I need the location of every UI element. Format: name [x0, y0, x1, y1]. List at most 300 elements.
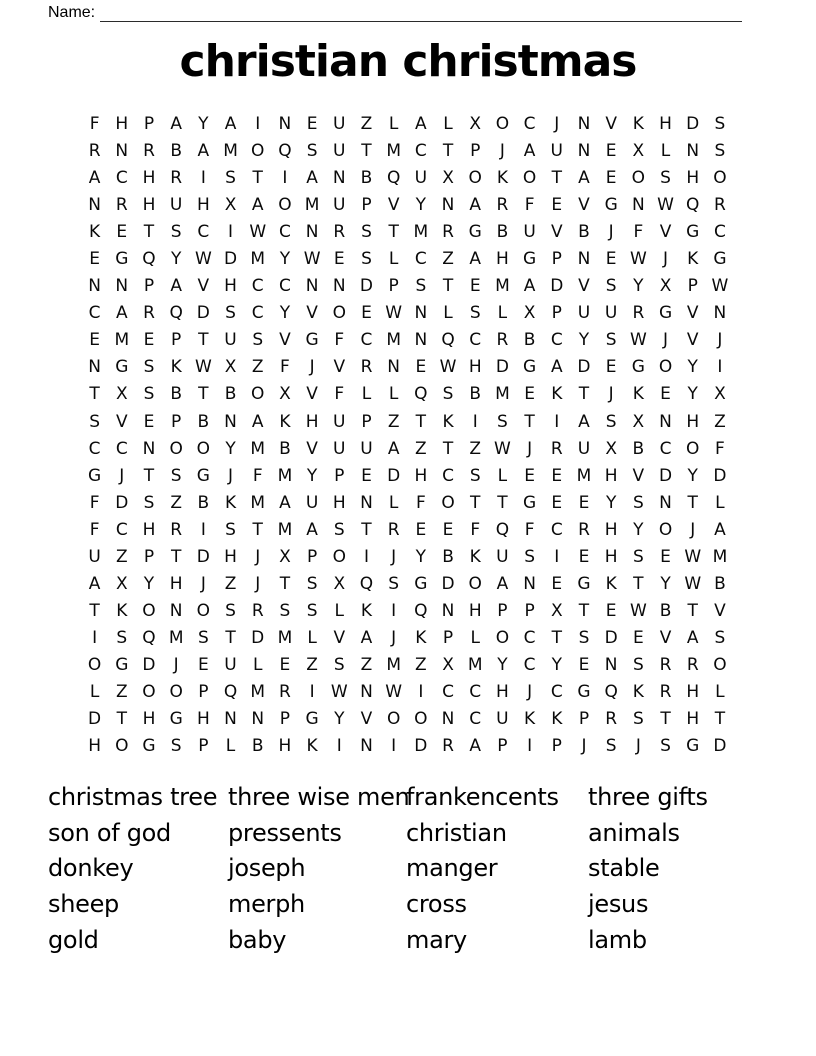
grid-cell: G	[115, 357, 129, 378]
grid-cell: H	[142, 195, 156, 216]
grid-cell: H	[142, 709, 156, 730]
grid-cell: T	[361, 519, 372, 540]
grid-cell: C	[88, 438, 101, 459]
grid-cell: B	[279, 438, 291, 459]
grid-cell: L	[660, 141, 671, 162]
grid-cell: J	[554, 114, 560, 134]
grid-cell: H	[115, 114, 129, 134]
grid-cell: D	[713, 736, 727, 757]
grid-cell: H	[686, 411, 700, 432]
grid-cell: M	[467, 654, 483, 675]
grid-cell: A	[415, 114, 427, 134]
grid-cell: G	[577, 681, 591, 702]
grid-cell: A	[387, 438, 400, 459]
grid-cell: A	[197, 141, 210, 162]
grid-cell: O	[251, 384, 265, 405]
grid-cell: S	[333, 519, 345, 540]
grid-cell: E	[578, 492, 590, 513]
grid-cell: X	[523, 303, 536, 324]
grid-cell: N	[713, 303, 727, 324]
grid-cell: G	[523, 357, 537, 378]
grid-cell: Y	[551, 654, 562, 675]
grid-cell: G	[713, 249, 727, 270]
grid-cell: G	[414, 573, 428, 594]
grid-cell: H	[604, 546, 618, 567]
grid-cell: Z	[115, 546, 128, 567]
grid-cell: E	[524, 465, 535, 486]
grid-cell: C	[278, 222, 291, 243]
grid-cell: I	[554, 546, 560, 567]
grid-cell: P	[143, 276, 155, 297]
grid-cell: M	[277, 627, 293, 648]
grid-cell: S	[415, 276, 427, 297]
grid-cell: K	[442, 411, 454, 432]
grid-cell: V	[578, 276, 590, 297]
grid-cell: N	[115, 276, 129, 297]
grid-cell: A	[714, 519, 726, 540]
grid-cell: R	[170, 519, 183, 540]
grid-cell: I	[228, 222, 234, 243]
grid-cell: S	[306, 600, 318, 621]
puzzle-title: christian christmas	[179, 36, 637, 87]
grid-cell: X	[333, 573, 346, 594]
grid-cell: V	[333, 357, 346, 378]
grid-cell: P	[524, 600, 535, 621]
grid-cell: O	[713, 654, 727, 675]
grid-cell: C	[360, 330, 373, 351]
grid-cell: V	[714, 600, 726, 621]
grid-cell: Z	[714, 411, 726, 432]
grid-cell: C	[115, 438, 128, 459]
grid-cell: V	[333, 627, 346, 648]
grid-cell: K	[170, 357, 182, 378]
grid-cell: O	[631, 168, 646, 189]
grid-cell: R	[578, 519, 590, 540]
grid-cell: M	[250, 681, 266, 702]
grid-cell: G	[468, 222, 482, 243]
grid-cell: Y	[687, 384, 698, 405]
grid-cell: E	[605, 141, 617, 162]
grid-cell: I	[554, 411, 560, 432]
grid-cell: J	[228, 465, 234, 486]
grid-cell: Z	[360, 654, 373, 675]
grid-cell: F	[280, 357, 290, 378]
grid-cell: I	[717, 357, 723, 378]
grid-cell: R	[360, 357, 373, 378]
grid-cell: V	[197, 276, 210, 297]
grid-cell: N	[88, 357, 101, 378]
grid-cell: V	[632, 465, 645, 486]
grid-cell: Q	[386, 168, 401, 189]
grid-cell: A	[360, 627, 373, 648]
word-item: mary	[406, 925, 467, 954]
grid-cell: O	[468, 573, 482, 594]
word-item: stable	[588, 854, 660, 883]
grid-cell: C	[469, 330, 482, 351]
name-blank-line	[100, 6, 742, 22]
grid-cell: S	[170, 222, 182, 243]
grid-cell: L	[89, 681, 100, 702]
grid-cell: W	[711, 276, 729, 297]
grid-cell: H	[88, 736, 101, 757]
grid-cell: L	[443, 114, 453, 134]
grid-cell: S	[714, 141, 726, 162]
grid-cell: M	[250, 492, 266, 513]
name-label: Name:	[48, 4, 96, 21]
grid-cell: O	[169, 681, 183, 702]
grid-cell: U	[550, 141, 563, 162]
word-item: donkey	[48, 854, 134, 883]
word-item: baby	[228, 925, 287, 954]
word-column	[588, 780, 748, 959]
grid-cell: V	[115, 411, 128, 432]
grid-cell: E	[551, 465, 563, 486]
grid-cell: K	[306, 736, 318, 757]
grid-cell: Z	[306, 654, 318, 675]
grid-cell: Y	[687, 465, 698, 486]
grid-cell: X	[224, 357, 237, 378]
grid-cell: L	[715, 492, 725, 513]
grid-cell: P	[497, 600, 508, 621]
grid-cell: S	[714, 627, 726, 648]
grid-cell: W	[385, 303, 403, 324]
grid-cell: N	[523, 573, 536, 594]
grid-cell: U	[333, 195, 346, 216]
grid-cell: N	[169, 600, 183, 621]
grid-cell: Q	[604, 681, 618, 702]
grid-cell: T	[252, 168, 263, 189]
grid-cell: L	[388, 384, 399, 405]
grid-cell: B	[469, 384, 482, 405]
grid-cell: U	[224, 330, 237, 351]
grid-cell: R	[251, 600, 264, 621]
grid-cell: L	[252, 654, 263, 675]
grid-cell: J	[391, 546, 397, 567]
grid-cell: S	[578, 627, 590, 648]
grid-cell: J	[499, 141, 505, 162]
grid-cell: W	[303, 249, 321, 270]
grid-cell: N	[441, 600, 455, 621]
grid-cell: D	[196, 546, 210, 567]
grid-cell: I	[255, 114, 261, 134]
grid-cell: M	[413, 222, 429, 243]
word-item: manger	[406, 854, 498, 883]
grid-cell: B	[224, 384, 237, 405]
grid-cell: F	[470, 519, 481, 540]
grid-cell: K	[605, 573, 617, 594]
grid-cell: A	[469, 249, 482, 270]
grid-cell: N	[224, 709, 237, 730]
grid-cell: V	[279, 330, 291, 351]
grid-cell: T	[279, 573, 291, 594]
grid-cell: N	[659, 411, 672, 432]
grid-cell: E	[306, 114, 318, 134]
grid-cell: S	[605, 411, 617, 432]
grid-cell: V	[605, 114, 617, 134]
grid-cell: R	[333, 222, 346, 243]
grid-cell: Y	[633, 519, 644, 540]
grid-cell: W	[494, 438, 511, 459]
grid-cell: E	[660, 384, 671, 405]
grid-cell: Q	[223, 681, 238, 702]
grid-cell: Z	[469, 438, 482, 459]
grid-cell: T	[143, 465, 155, 486]
grid-cell: E	[605, 600, 617, 621]
grid-cell: R	[387, 519, 400, 540]
grid-cell: U	[88, 546, 101, 567]
grid-cell: N	[631, 195, 645, 216]
grid-cell: D	[359, 276, 374, 297]
grid-cell: S	[632, 709, 644, 730]
grid-cell: H	[224, 276, 237, 297]
grid-cell: S	[225, 303, 236, 324]
grid-cell: Y	[306, 465, 318, 486]
grid-cell: A	[115, 303, 128, 324]
grid-cell: I	[309, 681, 315, 702]
grid-cell: P	[442, 627, 454, 648]
grid-cell: D	[414, 736, 428, 757]
grid-cell: I	[472, 411, 478, 432]
grid-cell: P	[551, 249, 562, 270]
grid-cell: S	[225, 168, 236, 189]
grid-cell: G	[169, 709, 183, 730]
grid-cell: B	[170, 384, 182, 405]
grid-cell: H	[224, 546, 237, 567]
grid-cell: G	[305, 330, 319, 351]
grid-cell: W	[330, 681, 348, 702]
grid-cell: U	[604, 303, 618, 324]
grid-cell: C	[469, 709, 482, 730]
word-column	[48, 780, 228, 959]
grid-cell: E	[660, 546, 671, 567]
grid-cell: O	[713, 168, 727, 189]
grid-cell: M	[168, 627, 184, 648]
grid-cell: S	[361, 249, 372, 270]
grid-cell: W	[629, 249, 647, 270]
grid-cell: Y	[334, 709, 345, 730]
word-item: pressents	[228, 818, 342, 847]
grid-cell: Z	[387, 411, 400, 432]
grid-cell: J	[581, 736, 587, 757]
grid-cell: C	[278, 276, 291, 297]
grid-cell: S	[632, 654, 644, 675]
grid-cell: Q	[359, 573, 374, 594]
grid-cell: G	[577, 573, 591, 594]
grid-cell: L	[443, 303, 453, 324]
grid-cell: C	[115, 168, 128, 189]
grid-cell: R	[605, 709, 618, 730]
grid-cell: J	[608, 222, 614, 243]
grid-cell: K	[632, 114, 644, 134]
grid-cell: P	[198, 736, 209, 757]
grid-cell: O	[87, 654, 102, 675]
grid-cell: E	[605, 357, 617, 378]
grid-cell: N	[88, 195, 101, 216]
grid-cell: Q	[414, 600, 428, 621]
grid-cell: W	[439, 357, 457, 378]
grid-cell: F	[334, 330, 345, 351]
grid-cell: P	[578, 709, 590, 730]
grid-cell: M	[250, 249, 266, 270]
grid-cell: L	[497, 465, 508, 486]
grid-cell: M	[495, 276, 510, 297]
grid-cell: S	[497, 411, 508, 432]
grid-cell: C	[197, 222, 210, 243]
grid-cell: A	[306, 168, 318, 189]
grid-cell: E	[415, 357, 427, 378]
grid-cell: T	[578, 384, 590, 405]
grid-cell: U	[360, 438, 373, 459]
grid-cell: O	[196, 600, 211, 621]
grid-cell: H	[686, 681, 700, 702]
grid-cell: C	[469, 681, 482, 702]
grid-cell: K	[415, 627, 427, 648]
grid-cell: T	[687, 600, 698, 621]
grid-cell: C	[523, 654, 536, 675]
grid-cell: B	[197, 492, 210, 513]
grid-cell: O	[142, 600, 156, 621]
grid-cell: Z	[415, 654, 427, 675]
grid-cell: H	[686, 709, 700, 730]
grid-cell: V	[360, 709, 373, 730]
grid-cell: F	[334, 384, 345, 405]
grid-cell: J	[635, 736, 641, 757]
grid-cell: E	[578, 546, 590, 567]
grid-cell: C	[414, 141, 427, 162]
grid-cell: K	[632, 384, 644, 405]
grid-cell: I	[200, 519, 206, 540]
grid-cell: J	[391, 627, 397, 648]
grid-cell: N	[604, 654, 618, 675]
grid-cell: O	[115, 736, 129, 757]
grid-cell: V	[306, 438, 318, 459]
grid-cell: T	[170, 546, 182, 567]
grid-cell: K	[89, 222, 101, 243]
grid-cell: B	[578, 222, 590, 243]
grid-cell: D	[550, 276, 564, 297]
grid-cell: I	[92, 627, 98, 648]
grid-cell: T	[388, 222, 399, 243]
grid-cell: K	[551, 384, 563, 405]
grid-cell: P	[306, 546, 318, 567]
grid-cell: K	[224, 492, 237, 513]
grid-cell: N	[142, 438, 156, 459]
word-item: christmas tree	[48, 783, 218, 811]
grid-cell: B	[659, 600, 672, 621]
grid-cell: R	[88, 141, 101, 162]
grid-cell: E	[551, 573, 563, 594]
grid-cell: I	[527, 736, 533, 757]
grid-cell: N	[305, 222, 319, 243]
grid-cell: S	[116, 627, 128, 648]
grid-cell: K	[469, 546, 481, 567]
grid-cell: C	[251, 276, 264, 297]
grid-cell: H	[659, 114, 672, 134]
grid-cell: C	[414, 249, 427, 270]
grid-cell: D	[142, 654, 156, 675]
grid-cell: R	[279, 681, 291, 702]
grid-cell: X	[442, 654, 454, 675]
grid-cell: S	[197, 627, 209, 648]
grid-cell: Z	[251, 357, 264, 378]
grid-cell: E	[116, 222, 128, 243]
grid-cell: A	[469, 195, 482, 216]
grid-cell: E	[143, 330, 155, 351]
grid-cell: O	[278, 195, 292, 216]
grid-cell: E	[605, 168, 617, 189]
grid-cell: L	[307, 627, 317, 648]
grid-cell: H	[169, 573, 183, 594]
grid-cell: E	[469, 276, 481, 297]
grid-cell: D	[387, 465, 401, 486]
grid-cell: C	[550, 330, 563, 351]
grid-cell: Y	[687, 357, 698, 378]
word-item: son of god	[48, 818, 171, 847]
grid-cell: I	[418, 681, 424, 702]
grid-cell: S	[442, 384, 454, 405]
grid-cell: J	[173, 654, 179, 675]
grid-cell: A	[469, 736, 482, 757]
grid-cell: T	[442, 141, 454, 162]
grid-cell: U	[577, 303, 591, 324]
grid-cell: R	[659, 681, 672, 702]
grid-cell: N	[224, 411, 237, 432]
grid-cell: L	[388, 249, 399, 270]
grid-cell: J	[309, 357, 315, 378]
grid-cell: A	[88, 168, 101, 189]
grid-cell: H	[332, 492, 346, 513]
grid-cell: E	[605, 249, 617, 270]
grid-cell: P	[279, 709, 291, 730]
grid-cell: Y	[605, 492, 617, 513]
grid-cell: N	[332, 276, 346, 297]
grid-cell: F	[415, 492, 426, 513]
grid-cell: M	[304, 195, 320, 216]
grid-cell: Y	[170, 249, 182, 270]
grid-cell: C	[550, 519, 563, 540]
grid-cell: R	[442, 222, 454, 243]
grid-cell: A	[578, 411, 590, 432]
grid-cell: E	[442, 519, 454, 540]
grid-cell: P	[687, 276, 698, 297]
grid-cell: X	[279, 384, 291, 405]
grid-cell: Z	[170, 492, 182, 513]
grid-cell: T	[116, 709, 127, 730]
grid-cell: K	[279, 411, 291, 432]
grid-cell: E	[415, 519, 427, 540]
grid-cell: Y	[633, 276, 644, 297]
word-item: lamb	[588, 925, 647, 954]
grid-cell: G	[523, 492, 537, 513]
grid-cell: N	[278, 114, 292, 134]
grid-cell: T	[89, 600, 100, 621]
grid-cell: M	[386, 141, 401, 162]
grid-cell: E	[578, 654, 590, 675]
grid-cell: X	[115, 573, 128, 594]
word-item: three gifts	[588, 783, 708, 811]
grid-cell: T	[524, 411, 535, 432]
grid-cell: P	[361, 411, 372, 432]
grid-cell: G	[604, 195, 618, 216]
grid-cell: N	[360, 681, 373, 702]
grid-cell: X	[279, 546, 291, 567]
grid-cell: G	[142, 736, 156, 757]
grid-cell: N	[414, 303, 428, 324]
grid-cell: X	[659, 276, 672, 297]
grid-cell: E	[89, 249, 100, 270]
grid-cell: V	[578, 195, 590, 216]
grid-cell: P	[171, 411, 182, 432]
